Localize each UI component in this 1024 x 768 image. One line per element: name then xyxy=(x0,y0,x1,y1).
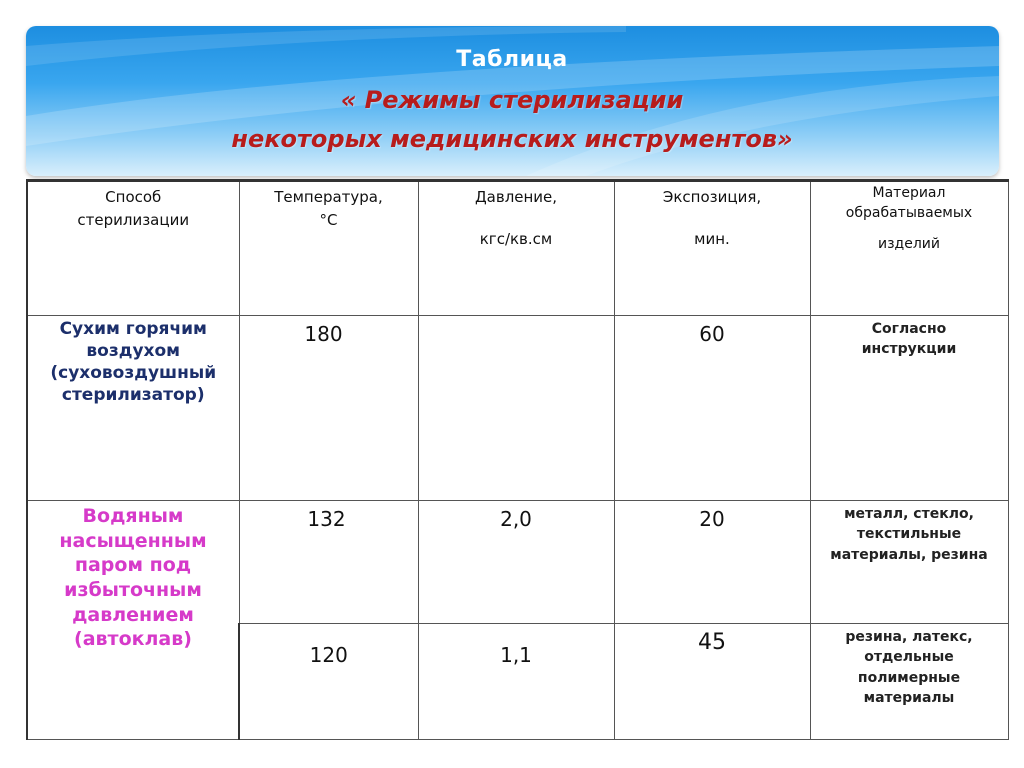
exposure-value: 60 xyxy=(699,322,725,346)
exposure-dry-heat xyxy=(614,316,810,501)
material-steam-120 xyxy=(810,624,1008,740)
header-row xyxy=(27,181,1008,316)
exposure-steam-120 xyxy=(614,624,810,740)
temperature-value: 132 xyxy=(307,507,346,531)
material-line: материалы xyxy=(863,689,955,706)
header-material xyxy=(810,181,1008,316)
material-steam-132 xyxy=(810,501,1008,624)
table-row-dry-heat xyxy=(27,316,1008,501)
title-label: Таблица xyxy=(456,47,568,72)
material-line: резина, латекс, xyxy=(845,629,973,645)
header-material-line: Материал xyxy=(872,185,946,201)
header-material-line: изделий xyxy=(878,235,940,252)
temperature-steam-120 xyxy=(239,624,418,740)
header-method-line: Способ xyxy=(105,188,162,206)
exposure-steam-132 xyxy=(614,501,810,624)
header-exposure-line: Экспозиция, xyxy=(662,188,762,206)
pressure-dry-heat xyxy=(418,316,614,501)
header-material-line: обрабатываемых xyxy=(845,205,973,222)
method-line: (суховоздушный xyxy=(50,363,217,384)
title-heading-line-1: « Режимы стерилизации xyxy=(340,86,684,114)
pressure-steam-132 xyxy=(418,501,614,624)
exposure-value: 45 xyxy=(698,630,726,655)
temperature-dry-heat xyxy=(239,316,418,501)
pressure-value: 1,1 xyxy=(500,643,532,667)
material-line: текстильные xyxy=(856,526,962,543)
material-dry-heat xyxy=(810,316,1008,501)
material-line: материалы, резина xyxy=(830,546,988,563)
material-line: металл, стекло, xyxy=(844,506,974,522)
temperature-value: 120 xyxy=(309,643,348,667)
method-line: воздухом xyxy=(86,341,181,362)
exposure-value: 20 xyxy=(699,507,725,531)
method-line: насыщенным xyxy=(59,529,207,552)
material-line: Согласно xyxy=(871,321,947,337)
material-line: полимерные xyxy=(857,669,961,686)
pressure-value: 2,0 xyxy=(500,507,532,531)
pressure-steam-120 xyxy=(418,624,614,740)
table-row-steam-132 xyxy=(27,501,1008,624)
header-exposure-unit: мин. xyxy=(694,230,730,249)
method-line: Сухим горячим xyxy=(59,319,207,339)
header-exposure xyxy=(614,181,810,316)
sterilization-table xyxy=(26,179,1009,740)
header-pressure xyxy=(418,181,614,316)
method-line: давлением xyxy=(72,603,194,626)
temperature-steam-132 xyxy=(239,501,418,624)
method-line: избыточным xyxy=(64,579,202,602)
header-temperature xyxy=(239,181,418,316)
method-line: Водяным xyxy=(82,505,184,527)
temperature-value: 180 xyxy=(304,322,343,346)
header-pressure-unit: кгс/кв.см xyxy=(479,230,553,249)
header-temperature-unit: °С xyxy=(319,211,338,230)
header-method xyxy=(27,181,239,316)
method-line: стерилизатор) xyxy=(61,385,205,406)
title-heading-line-2: некоторых медицинских инструментов» xyxy=(231,125,793,153)
header-method-line: стерилизации xyxy=(77,211,190,230)
method-dry-heat xyxy=(27,316,239,501)
method-line: (автоклав) xyxy=(74,628,192,651)
header-pressure-line: Давление, xyxy=(474,188,558,206)
material-line: отдельные xyxy=(864,649,954,666)
method-steam xyxy=(27,501,239,740)
header-temperature-line: Температура, xyxy=(274,188,383,206)
material-line: инструкции xyxy=(861,341,957,358)
method-line: паром под xyxy=(74,554,192,577)
